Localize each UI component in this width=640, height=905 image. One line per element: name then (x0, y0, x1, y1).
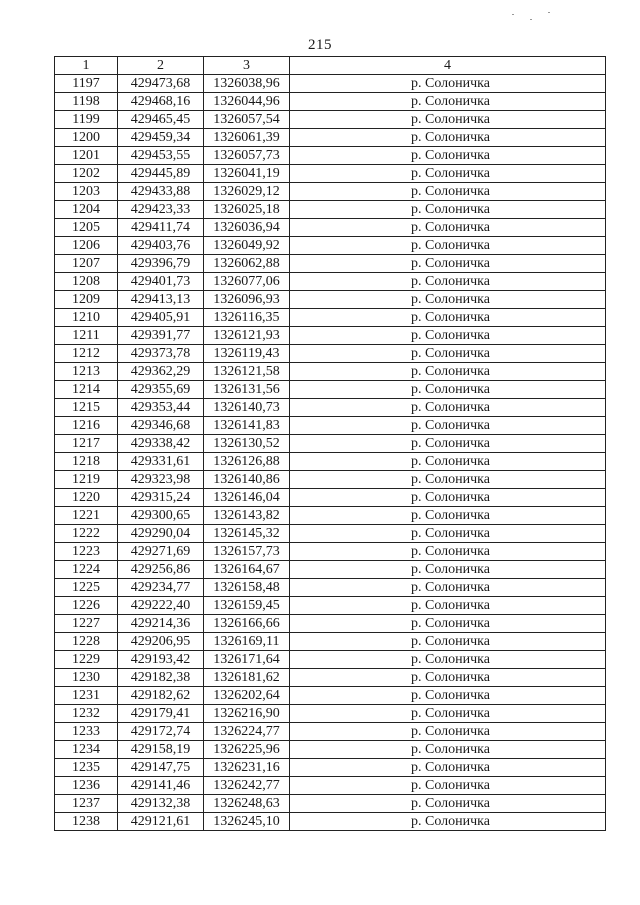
column-header-point-number: 1 (55, 57, 118, 75)
cell-object: р. Солоничка (290, 471, 606, 489)
cell-point-number: 1215 (55, 399, 118, 417)
cell-x-coordinate: 429323,98 (118, 471, 204, 489)
column-header-y-coordinate: 3 (204, 57, 290, 75)
cell-point-number: 1200 (55, 129, 118, 147)
table-row (55, 129, 606, 147)
table-body (55, 75, 606, 831)
cell-x-coordinate: 429355,69 (118, 381, 204, 399)
cell-y-coordinate: 1326130,52 (204, 435, 290, 453)
cell-x-coordinate: 429433,88 (118, 183, 204, 201)
cell-y-coordinate: 1326116,35 (204, 309, 290, 327)
cell-object: р. Солоничка (290, 273, 606, 291)
cell-y-coordinate: 1326146,04 (204, 489, 290, 507)
cell-object: р. Солоничка (290, 525, 606, 543)
cell-object: р. Солоничка (290, 813, 606, 831)
table-row (55, 327, 606, 345)
table-row (55, 705, 606, 723)
column-header-x-coordinate: 2 (118, 57, 204, 75)
cell-point-number: 1217 (55, 435, 118, 453)
cell-object: р. Солоничка (290, 489, 606, 507)
cell-point-number: 1229 (55, 651, 118, 669)
cell-object: р. Солоничка (290, 687, 606, 705)
cell-x-coordinate: 429391,77 (118, 327, 204, 345)
cell-point-number: 1203 (55, 183, 118, 201)
cell-object: р. Солоничка (290, 399, 606, 417)
cell-object: р. Солоничка (290, 417, 606, 435)
cell-point-number: 1236 (55, 777, 118, 795)
cell-x-coordinate: 429453,55 (118, 147, 204, 165)
cell-object: р. Солоничка (290, 147, 606, 165)
cell-object: р. Солоничка (290, 93, 606, 111)
table-row (55, 219, 606, 237)
cell-object: р. Солоничка (290, 705, 606, 723)
cell-x-coordinate: 429411,74 (118, 219, 204, 237)
cell-y-coordinate: 1326157,73 (204, 543, 290, 561)
cell-y-coordinate: 1326096,93 (204, 291, 290, 309)
cell-x-coordinate: 429179,41 (118, 705, 204, 723)
cell-object: р. Солоничка (290, 597, 606, 615)
cell-point-number: 1234 (55, 741, 118, 759)
cell-point-number: 1209 (55, 291, 118, 309)
table-row (55, 615, 606, 633)
table-row (55, 309, 606, 327)
cell-x-coordinate: 429346,68 (118, 417, 204, 435)
table-row (55, 111, 606, 129)
cell-point-number: 1204 (55, 201, 118, 219)
cell-point-number: 1228 (55, 633, 118, 651)
cell-x-coordinate: 429373,78 (118, 345, 204, 363)
cell-point-number: 1205 (55, 219, 118, 237)
cell-x-coordinate: 429182,38 (118, 669, 204, 687)
table-row (55, 381, 606, 399)
cell-object: р. Солоничка (290, 327, 606, 345)
cell-y-coordinate: 1326216,90 (204, 705, 290, 723)
table-row (55, 597, 606, 615)
cell-point-number: 1225 (55, 579, 118, 597)
cell-y-coordinate: 1326169,11 (204, 633, 290, 651)
cell-y-coordinate: 1326041,19 (204, 165, 290, 183)
cell-x-coordinate: 429423,33 (118, 201, 204, 219)
table-row (55, 165, 606, 183)
cell-y-coordinate: 1326140,86 (204, 471, 290, 489)
cell-y-coordinate: 1326121,93 (204, 327, 290, 345)
table-row (55, 777, 606, 795)
cell-object: р. Солоничка (290, 507, 606, 525)
cell-y-coordinate: 1326057,73 (204, 147, 290, 165)
cell-x-coordinate: 429206,95 (118, 633, 204, 651)
cell-x-coordinate: 429405,91 (118, 309, 204, 327)
cell-point-number: 1219 (55, 471, 118, 489)
cell-x-coordinate: 429413,13 (118, 291, 204, 309)
cell-x-coordinate: 429338,42 (118, 435, 204, 453)
scan-speck (512, 14, 514, 15)
table-row (55, 651, 606, 669)
table-row (55, 345, 606, 363)
cell-point-number: 1222 (55, 525, 118, 543)
table-row (55, 723, 606, 741)
table-row (55, 435, 606, 453)
cell-point-number: 1201 (55, 147, 118, 165)
cell-object: р. Солоничка (290, 255, 606, 273)
cell-x-coordinate: 429401,73 (118, 273, 204, 291)
cell-point-number: 1231 (55, 687, 118, 705)
column-header-object: 4 (290, 57, 606, 75)
cell-y-coordinate: 1326038,96 (204, 75, 290, 93)
cell-object: р. Солоничка (290, 165, 606, 183)
cell-point-number: 1207 (55, 255, 118, 273)
cell-y-coordinate: 1326164,67 (204, 561, 290, 579)
cell-y-coordinate: 1326231,16 (204, 759, 290, 777)
table-row (55, 75, 606, 93)
cell-x-coordinate: 429141,46 (118, 777, 204, 795)
table-row (55, 363, 606, 381)
table-row (55, 453, 606, 471)
coordinates-table (54, 56, 606, 831)
cell-y-coordinate: 1326225,96 (204, 741, 290, 759)
cell-y-coordinate: 1326171,64 (204, 651, 290, 669)
cell-x-coordinate: 429459,34 (118, 129, 204, 147)
cell-object: р. Солоничка (290, 183, 606, 201)
cell-object: р. Солоничка (290, 111, 606, 129)
cell-x-coordinate: 429271,69 (118, 543, 204, 561)
cell-x-coordinate: 429172,74 (118, 723, 204, 741)
cell-y-coordinate: 1326202,64 (204, 687, 290, 705)
cell-point-number: 1224 (55, 561, 118, 579)
cell-object: р. Солоничка (290, 237, 606, 255)
cell-point-number: 1232 (55, 705, 118, 723)
cell-x-coordinate: 429396,79 (118, 255, 204, 273)
table-row (55, 633, 606, 651)
cell-y-coordinate: 1326061,39 (204, 129, 290, 147)
header-row (55, 57, 606, 75)
table-row (55, 795, 606, 813)
cell-object: р. Солоничка (290, 309, 606, 327)
cell-point-number: 1226 (55, 597, 118, 615)
scan-speck (530, 19, 532, 20)
cell-point-number: 1237 (55, 795, 118, 813)
cell-point-number: 1221 (55, 507, 118, 525)
table-row (55, 813, 606, 831)
cell-x-coordinate: 429300,65 (118, 507, 204, 525)
cell-point-number: 1238 (55, 813, 118, 831)
cell-point-number: 1227 (55, 615, 118, 633)
cell-object: р. Солоничка (290, 543, 606, 561)
cell-object: р. Солоничка (290, 669, 606, 687)
cell-y-coordinate: 1326158,48 (204, 579, 290, 597)
table-row (55, 579, 606, 597)
cell-point-number: 1198 (55, 93, 118, 111)
table-row (55, 759, 606, 777)
table-header (55, 57, 606, 75)
cell-x-coordinate: 429214,36 (118, 615, 204, 633)
table-row (55, 237, 606, 255)
cell-x-coordinate: 429147,75 (118, 759, 204, 777)
cell-x-coordinate: 429331,61 (118, 453, 204, 471)
cell-y-coordinate: 1326245,10 (204, 813, 290, 831)
cell-object: р. Солоничка (290, 741, 606, 759)
cell-object: р. Солоничка (290, 219, 606, 237)
table-row (55, 471, 606, 489)
table-row (55, 741, 606, 759)
cell-point-number: 1199 (55, 111, 118, 129)
cell-object: р. Солоничка (290, 723, 606, 741)
cell-object: р. Солоничка (290, 795, 606, 813)
table-row (55, 291, 606, 309)
cell-object: р. Солоничка (290, 453, 606, 471)
cell-x-coordinate: 429158,19 (118, 741, 204, 759)
cell-object: р. Солоничка (290, 651, 606, 669)
cell-point-number: 1235 (55, 759, 118, 777)
table-row (55, 489, 606, 507)
cell-point-number: 1208 (55, 273, 118, 291)
cell-x-coordinate: 429362,29 (118, 363, 204, 381)
cell-object: р. Солоничка (290, 129, 606, 147)
cell-x-coordinate: 429234,77 (118, 579, 204, 597)
cell-point-number: 1212 (55, 345, 118, 363)
cell-x-coordinate: 429222,40 (118, 597, 204, 615)
table-row (55, 525, 606, 543)
cell-point-number: 1206 (55, 237, 118, 255)
cell-point-number: 1197 (55, 75, 118, 93)
cell-point-number: 1216 (55, 417, 118, 435)
cell-y-coordinate: 1326248,63 (204, 795, 290, 813)
cell-object: р. Солоничка (290, 759, 606, 777)
cell-x-coordinate: 429182,62 (118, 687, 204, 705)
cell-x-coordinate: 429290,04 (118, 525, 204, 543)
cell-y-coordinate: 1326036,94 (204, 219, 290, 237)
cell-point-number: 1218 (55, 453, 118, 471)
cell-point-number: 1214 (55, 381, 118, 399)
cell-object: р. Солоничка (290, 345, 606, 363)
cell-object: р. Солоничка (290, 363, 606, 381)
cell-x-coordinate: 429465,45 (118, 111, 204, 129)
cell-point-number: 1202 (55, 165, 118, 183)
cell-y-coordinate: 1326145,32 (204, 525, 290, 543)
cell-y-coordinate: 1326131,56 (204, 381, 290, 399)
table-row (55, 93, 606, 111)
cell-object: р. Солоничка (290, 201, 606, 219)
cell-x-coordinate: 429468,16 (118, 93, 204, 111)
table-row (55, 687, 606, 705)
cell-x-coordinate: 429473,68 (118, 75, 204, 93)
cell-point-number: 1233 (55, 723, 118, 741)
cell-y-coordinate: 1326029,12 (204, 183, 290, 201)
cell-point-number: 1211 (55, 327, 118, 345)
cell-point-number: 1223 (55, 543, 118, 561)
table-row (55, 543, 606, 561)
table-row (55, 201, 606, 219)
cell-object: р. Солоничка (290, 579, 606, 597)
cell-x-coordinate: 429256,86 (118, 561, 204, 579)
table-row (55, 255, 606, 273)
cell-object: р. Солоничка (290, 435, 606, 453)
cell-y-coordinate: 1326224,77 (204, 723, 290, 741)
cell-y-coordinate: 1326121,58 (204, 363, 290, 381)
cell-y-coordinate: 1326049,92 (204, 237, 290, 255)
table-row (55, 417, 606, 435)
cell-x-coordinate: 429403,76 (118, 237, 204, 255)
cell-y-coordinate: 1326062,88 (204, 255, 290, 273)
cell-object: р. Солоничка (290, 615, 606, 633)
scan-speck (548, 12, 550, 13)
table-row (55, 183, 606, 201)
cell-x-coordinate: 429445,89 (118, 165, 204, 183)
cell-point-number: 1230 (55, 669, 118, 687)
table-row (55, 561, 606, 579)
cell-x-coordinate: 429132,38 (118, 795, 204, 813)
cell-y-coordinate: 1326159,45 (204, 597, 290, 615)
cell-y-coordinate: 1326126,88 (204, 453, 290, 471)
cell-y-coordinate: 1326057,54 (204, 111, 290, 129)
cell-y-coordinate: 1326044,96 (204, 93, 290, 111)
table-row (55, 147, 606, 165)
cell-y-coordinate: 1326242,77 (204, 777, 290, 795)
cell-x-coordinate: 429315,24 (118, 489, 204, 507)
table-row (55, 669, 606, 687)
cell-object: р. Солоничка (290, 561, 606, 579)
table-row (55, 507, 606, 525)
cell-y-coordinate: 1326025,18 (204, 201, 290, 219)
cell-y-coordinate: 1326143,82 (204, 507, 290, 525)
cell-x-coordinate: 429121,61 (118, 813, 204, 831)
cell-y-coordinate: 1326166,66 (204, 615, 290, 633)
cell-y-coordinate: 1326140,73 (204, 399, 290, 417)
table-row (55, 273, 606, 291)
cell-point-number: 1220 (55, 489, 118, 507)
cell-object: р. Солоничка (290, 381, 606, 399)
page-number: 215 (308, 37, 332, 53)
cell-object: р. Солоничка (290, 777, 606, 795)
cell-object: р. Солоничка (290, 633, 606, 651)
cell-x-coordinate: 429193,42 (118, 651, 204, 669)
cell-y-coordinate: 1326077,06 (204, 273, 290, 291)
cell-point-number: 1213 (55, 363, 118, 381)
table-row (55, 399, 606, 417)
cell-point-number: 1210 (55, 309, 118, 327)
cell-x-coordinate: 429353,44 (118, 399, 204, 417)
cell-object: р. Солоничка (290, 75, 606, 93)
cell-y-coordinate: 1326119,43 (204, 345, 290, 363)
cell-y-coordinate: 1326181,62 (204, 669, 290, 687)
cell-y-coordinate: 1326141,83 (204, 417, 290, 435)
cell-object: р. Солоничка (290, 291, 606, 309)
